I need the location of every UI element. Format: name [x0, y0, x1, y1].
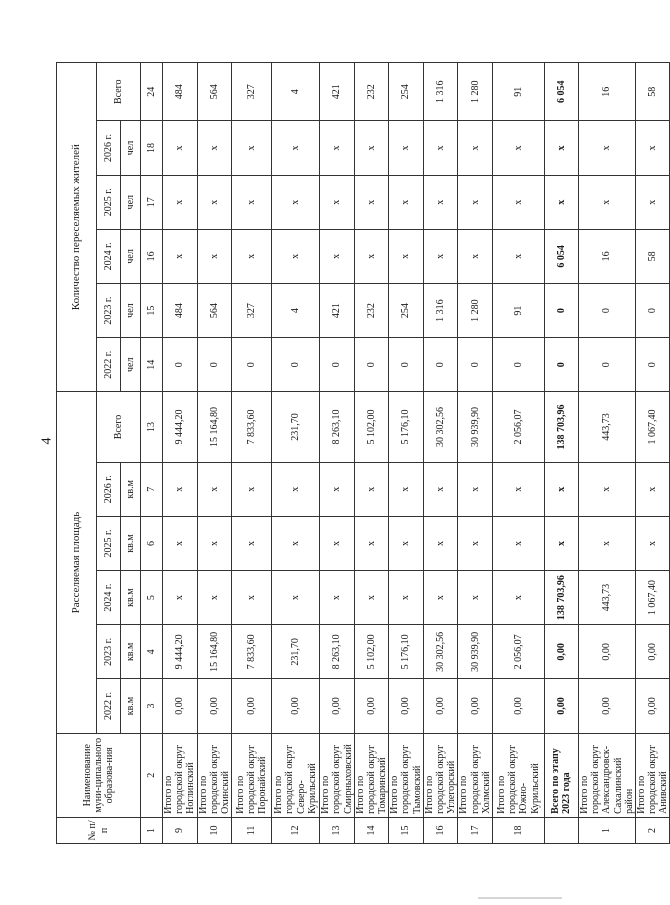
- people-value: x: [578, 121, 635, 175]
- area-value: x: [544, 462, 578, 516]
- header-area-2026: 2026 г.: [97, 462, 121, 516]
- col-number: 15: [141, 284, 163, 338]
- row-number: 13: [320, 817, 355, 843]
- people-value: x: [354, 229, 389, 283]
- people-value: 0: [320, 338, 355, 392]
- people-value: x: [389, 229, 424, 283]
- people-value: x: [578, 175, 635, 229]
- area-value: x: [492, 462, 544, 516]
- table-row: [320, 63, 355, 844]
- people-value: 0: [197, 338, 232, 392]
- area-value: x: [320, 462, 355, 516]
- people-value: x: [635, 121, 670, 175]
- people-value: 564: [197, 63, 232, 121]
- area-value: 30 302,56: [423, 392, 458, 462]
- area-value: 0,00: [272, 679, 320, 733]
- people-value: 0: [458, 338, 493, 392]
- area-value: x: [354, 462, 389, 516]
- area-value: 0,00: [578, 625, 635, 679]
- people-value: 254: [389, 284, 424, 338]
- col-number: 24: [141, 63, 163, 121]
- municipality-name: Итого по городской округ Углегорский: [423, 733, 458, 817]
- area-value: x: [458, 462, 493, 516]
- people-value: 91: [492, 284, 544, 338]
- people-value: 0: [544, 284, 578, 338]
- area-value: 0,00: [458, 679, 493, 733]
- people-value: x: [492, 229, 544, 283]
- people-value: x: [197, 121, 232, 175]
- area-value: 2 056,07: [492, 625, 544, 679]
- col-number: 17: [141, 175, 163, 229]
- scan-artifact: [478, 897, 562, 899]
- people-value: x: [163, 121, 198, 175]
- area-value: x: [354, 571, 389, 625]
- area-value: x: [544, 516, 578, 570]
- area-value: 0,00: [635, 679, 670, 733]
- area-value: 5 102,00: [354, 625, 389, 679]
- people-value: 91: [492, 63, 544, 121]
- area-value: 8 263,10: [320, 392, 355, 462]
- area-value: x: [578, 516, 635, 570]
- page-number: 4: [39, 437, 55, 445]
- table-row: [578, 63, 635, 844]
- people-value: 0: [578, 284, 635, 338]
- people-value: 484: [163, 63, 198, 121]
- people-value: 16: [578, 229, 635, 283]
- people-value: x: [320, 121, 355, 175]
- header-people-2025: 2025 г.: [97, 175, 121, 229]
- row-number: 16: [423, 817, 458, 843]
- header-area-group: Расселяемая площадь: [57, 392, 97, 733]
- col-number: 6: [141, 516, 163, 570]
- municipality-name: Итого по городской округ Томаринский: [354, 733, 389, 817]
- area-value: 443,73: [578, 392, 635, 462]
- area-value: 5 176,10: [389, 392, 424, 462]
- header-area-2023: 2023 г.: [97, 625, 121, 679]
- municipality-name: Итого по городской округ Холмский: [458, 733, 493, 817]
- column-numbers-row: [141, 63, 163, 844]
- people-value: x: [389, 121, 424, 175]
- area-value: 231,70: [272, 625, 320, 679]
- area-value: 0,00: [389, 679, 424, 733]
- people-value: x: [544, 121, 578, 175]
- municipality-name: Итого по городской округ Александровск-Сахалинский район: [578, 733, 635, 817]
- row-number: 15: [389, 817, 424, 843]
- people-value: 6 054: [544, 229, 578, 283]
- people-value: 1 280: [458, 63, 493, 121]
- municipality-name: Итого по городской округ Охинский: [197, 733, 232, 817]
- people-value: 0: [163, 338, 198, 392]
- row-number: 9: [163, 817, 198, 843]
- area-value: 0,00: [354, 679, 389, 733]
- table-row: [389, 63, 424, 844]
- area-value: x: [578, 462, 635, 516]
- row-number: 10: [197, 817, 232, 843]
- col-number: 13: [141, 392, 163, 462]
- col-number: 1: [141, 817, 163, 843]
- area-value: x: [354, 516, 389, 570]
- people-value: x: [272, 229, 320, 283]
- area-value: 8 263,10: [320, 625, 355, 679]
- table-row: [635, 63, 670, 844]
- table-row: [423, 63, 458, 844]
- area-value: x: [389, 462, 424, 516]
- area-value: x: [423, 571, 458, 625]
- people-value: 4: [272, 63, 320, 121]
- area-value: 0,00: [544, 679, 578, 733]
- unit-people: чел: [121, 121, 141, 175]
- col-number: 5: [141, 571, 163, 625]
- people-value: 327: [232, 284, 272, 338]
- row-number: 18: [492, 817, 544, 843]
- people-value: x: [232, 121, 272, 175]
- area-value: x: [423, 462, 458, 516]
- resettlement-table: [56, 62, 670, 844]
- people-value: 1 316: [423, 284, 458, 338]
- row-number: 12: [272, 817, 320, 843]
- table-row: [492, 63, 544, 844]
- people-value: 232: [354, 284, 389, 338]
- municipality-name: Итого по городской округ Южно-Курильский: [492, 733, 544, 817]
- area-value: 0,00: [163, 679, 198, 733]
- people-value: 0: [578, 338, 635, 392]
- col-number: 2: [141, 733, 163, 817]
- row-number: 2: [635, 817, 670, 843]
- people-value: x: [320, 175, 355, 229]
- row-number: [544, 817, 578, 843]
- municipality-name: Итого по городской округ Северо-Курильский: [272, 733, 320, 817]
- people-value: 1 280: [458, 284, 493, 338]
- area-value: x: [492, 516, 544, 570]
- people-value: x: [389, 175, 424, 229]
- people-value: 327: [232, 63, 272, 121]
- area-value: x: [423, 516, 458, 570]
- header-area-2024: 2024 г.: [97, 571, 121, 625]
- people-value: x: [458, 229, 493, 283]
- area-value: 30 302,56: [423, 625, 458, 679]
- area-value: x: [320, 516, 355, 570]
- header-area-total: Всего: [97, 392, 141, 462]
- people-value: 0: [272, 338, 320, 392]
- header-people-2023: 2023 г.: [97, 284, 121, 338]
- unit-people: чел: [121, 338, 141, 392]
- area-value: 231,70: [272, 392, 320, 462]
- municipality-name: Итого по городской округ Смирныховский: [320, 733, 355, 817]
- people-value: x: [232, 229, 272, 283]
- area-value: x: [492, 571, 544, 625]
- area-value: 5 102,00: [354, 392, 389, 462]
- people-value: 0: [635, 338, 670, 392]
- col-number: 14: [141, 338, 163, 392]
- area-value: x: [458, 516, 493, 570]
- area-value: x: [272, 571, 320, 625]
- unit-area: кв.м: [121, 625, 141, 679]
- people-value: x: [197, 229, 232, 283]
- header-people-total: Всего: [97, 63, 141, 121]
- people-value: 0: [354, 338, 389, 392]
- area-value: x: [232, 516, 272, 570]
- area-value: 7 833,60: [232, 392, 272, 462]
- people-value: x: [197, 175, 232, 229]
- area-value: 0,00: [578, 679, 635, 733]
- resettlement-table-rotated: [56, 62, 670, 844]
- area-value: 9 444,20: [163, 392, 198, 462]
- area-value: 15 164,80: [197, 625, 232, 679]
- area-value: x: [197, 516, 232, 570]
- area-value: 0,00: [232, 679, 272, 733]
- area-value: x: [232, 571, 272, 625]
- people-value: 6 054: [544, 63, 578, 121]
- area-value: 0,00: [544, 625, 578, 679]
- municipality-name: Итого по городской округ Анивский: [635, 733, 670, 817]
- header-people-2024: 2024 г.: [97, 229, 121, 283]
- area-value: x: [163, 571, 198, 625]
- area-value: 30 939,90: [458, 392, 493, 462]
- people-value: x: [423, 175, 458, 229]
- col-number: 3: [141, 679, 163, 733]
- municipality-name: Итого по городской округ Тымовский: [389, 733, 424, 817]
- area-value: 30 939,90: [458, 625, 493, 679]
- area-value: x: [197, 571, 232, 625]
- header-area-2022: 2022 г.: [97, 679, 121, 733]
- area-value: x: [272, 516, 320, 570]
- municipality-name: Итого по городской округ Поронайский: [232, 733, 272, 817]
- area-value: x: [163, 516, 198, 570]
- people-value: 421: [320, 63, 355, 121]
- people-value: x: [458, 121, 493, 175]
- area-value: 0,00: [635, 625, 670, 679]
- municipality-name: Всего по этапу 2023 года: [544, 733, 578, 817]
- row-number: 17: [458, 817, 493, 843]
- people-value: 58: [635, 63, 670, 121]
- unit-people: чел: [121, 175, 141, 229]
- header-row-groups: [57, 63, 97, 844]
- header-people-group: Количество переселяемых жителей: [57, 63, 97, 392]
- people-value: 4: [272, 284, 320, 338]
- area-value: 0,00: [197, 679, 232, 733]
- unit-area: кв.м: [121, 571, 141, 625]
- people-value: x: [232, 175, 272, 229]
- people-value: x: [423, 121, 458, 175]
- area-value: x: [320, 571, 355, 625]
- people-value: 1 316: [423, 63, 458, 121]
- people-value: x: [354, 121, 389, 175]
- area-value: 0,00: [492, 679, 544, 733]
- area-value: x: [163, 462, 198, 516]
- table-row: [544, 63, 578, 844]
- header-num: № п/п: [57, 817, 141, 843]
- people-value: 421: [320, 284, 355, 338]
- area-value: 138 703,96: [544, 392, 578, 462]
- area-value: x: [389, 516, 424, 570]
- unit-people: чел: [121, 229, 141, 283]
- people-value: 0: [389, 338, 424, 392]
- people-value: 232: [354, 63, 389, 121]
- people-value: x: [163, 175, 198, 229]
- col-number: 16: [141, 229, 163, 283]
- people-value: 254: [389, 63, 424, 121]
- unit-area: кв.м: [121, 516, 141, 570]
- people-value: x: [423, 229, 458, 283]
- people-value: x: [458, 175, 493, 229]
- area-value: 1 067,40: [635, 571, 670, 625]
- table-row: [163, 63, 198, 844]
- people-value: 0: [232, 338, 272, 392]
- header-people-2026: 2026 г.: [97, 121, 121, 175]
- table-row: [197, 63, 232, 844]
- unit-people: чел: [121, 284, 141, 338]
- table-row: [272, 63, 320, 844]
- area-value: x: [458, 571, 493, 625]
- unit-area: кв.м: [121, 462, 141, 516]
- area-value: 7 833,60: [232, 625, 272, 679]
- table-row: [458, 63, 493, 844]
- area-value: 2 056,07: [492, 392, 544, 462]
- col-number: 7: [141, 462, 163, 516]
- people-value: 58: [635, 229, 670, 283]
- municipality-name: Итого по городской округ Ноглинский: [163, 733, 198, 817]
- people-value: 0: [544, 338, 578, 392]
- area-value: 15 164,80: [197, 392, 232, 462]
- people-value: x: [272, 175, 320, 229]
- table-body: [57, 63, 670, 844]
- area-value: x: [635, 516, 670, 570]
- area-value: x: [389, 571, 424, 625]
- people-value: x: [544, 175, 578, 229]
- people-value: x: [272, 121, 320, 175]
- people-value: x: [635, 175, 670, 229]
- area-value: x: [635, 462, 670, 516]
- people-value: x: [492, 121, 544, 175]
- area-value: 0,00: [423, 679, 458, 733]
- table-row: [232, 63, 272, 844]
- header-name: Наименование муни-ципального образова-ния: [57, 733, 141, 817]
- area-value: 9 444,20: [163, 625, 198, 679]
- area-value: x: [272, 462, 320, 516]
- table-row: [354, 63, 389, 844]
- people-value: 564: [197, 284, 232, 338]
- people-value: 0: [492, 338, 544, 392]
- area-value: 0,00: [320, 679, 355, 733]
- people-value: 0: [635, 284, 670, 338]
- row-number: 1: [578, 817, 635, 843]
- col-number: 18: [141, 121, 163, 175]
- header-area-2025: 2025 г.: [97, 516, 121, 570]
- people-value: 484: [163, 284, 198, 338]
- header-people-2022: 2022 г.: [97, 338, 121, 392]
- unit-area: кв.м: [121, 679, 141, 733]
- area-value: 1 067,40: [635, 392, 670, 462]
- people-value: 16: [578, 63, 635, 121]
- people-value: x: [163, 229, 198, 283]
- area-value: 5 176,10: [389, 625, 424, 679]
- area-value: x: [197, 462, 232, 516]
- area-value: 138 703,96: [544, 571, 578, 625]
- area-value: 443,73: [578, 571, 635, 625]
- row-number: 11: [232, 817, 272, 843]
- area-value: x: [232, 462, 272, 516]
- people-value: x: [492, 175, 544, 229]
- header-row-years: [97, 63, 121, 844]
- people-value: x: [320, 229, 355, 283]
- row-number: 14: [354, 817, 389, 843]
- people-value: x: [354, 175, 389, 229]
- col-number: 4: [141, 625, 163, 679]
- people-value: 0: [423, 338, 458, 392]
